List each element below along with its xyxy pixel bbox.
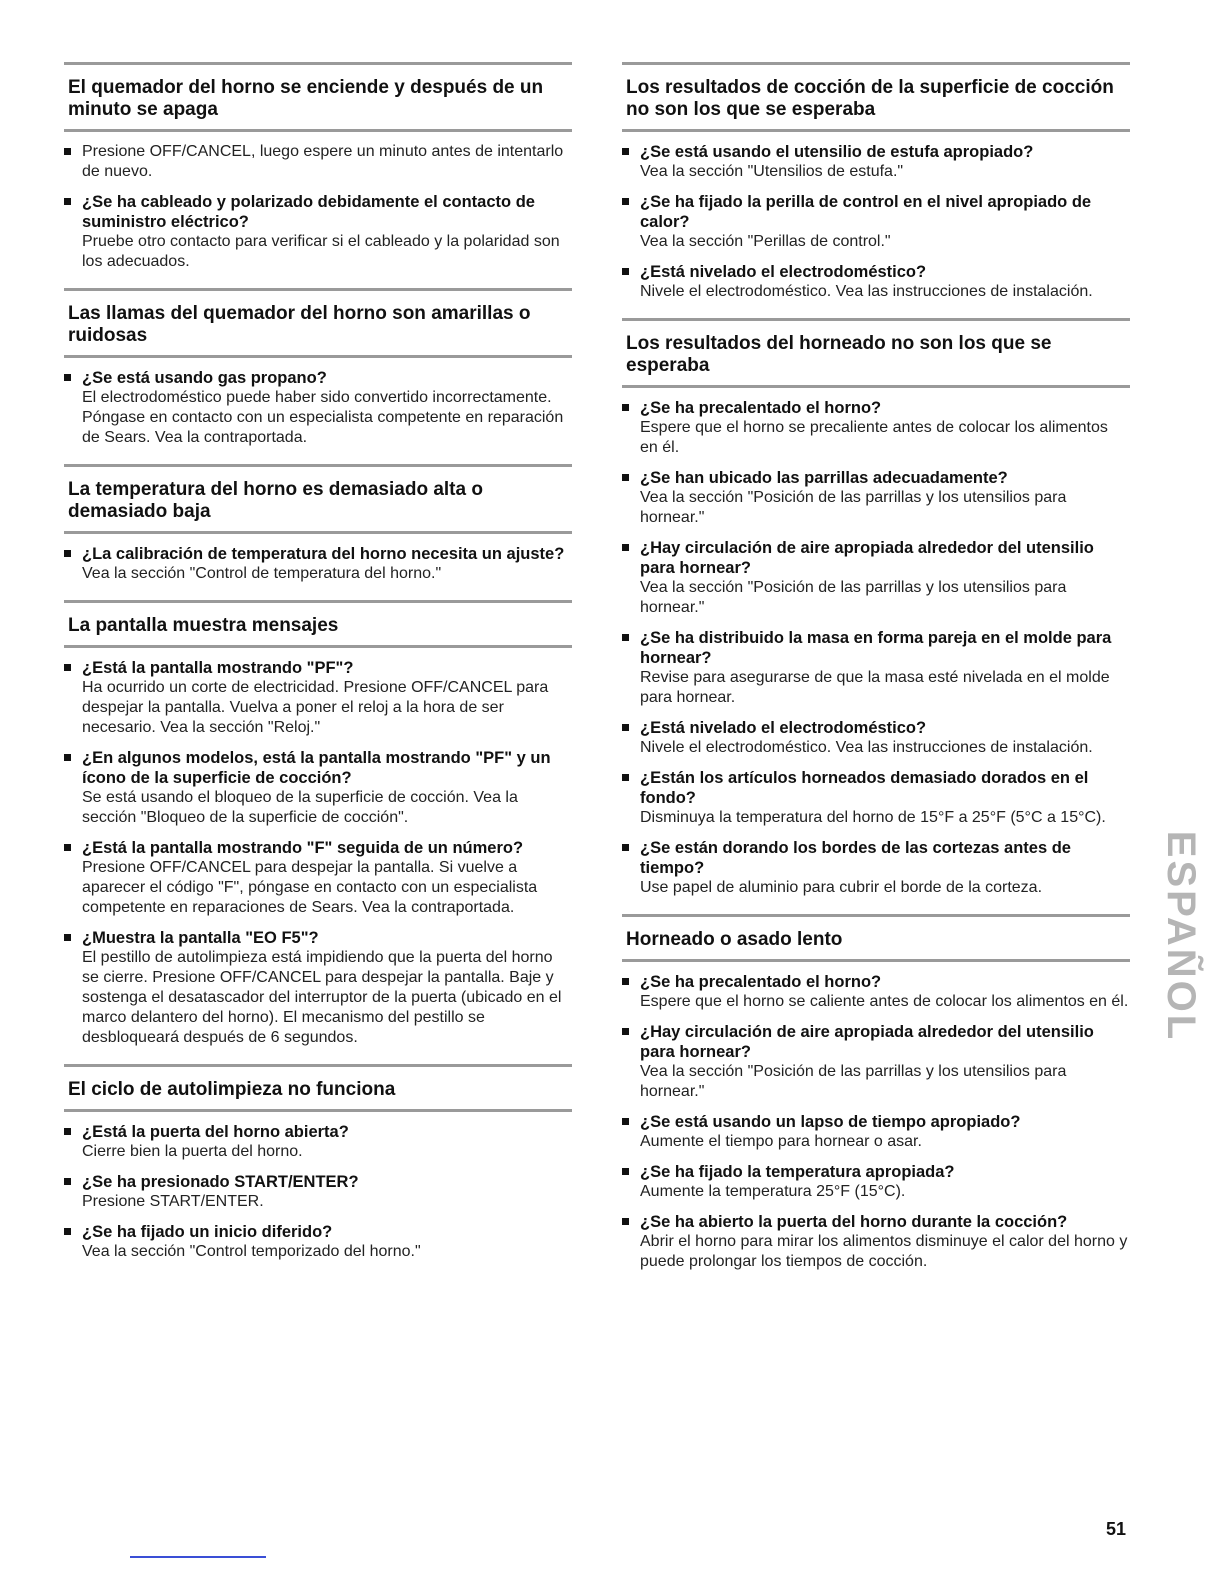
troubleshooting-section xyxy=(64,464,572,584)
section-title: La temperatura del horno es demasiado alta o demasiado baja xyxy=(68,479,483,522)
square-bullet-icon xyxy=(64,754,71,761)
troubleshooting-item xyxy=(64,928,572,1048)
question-text: ¿La calibración de temperatura del horno necesita un ajuste? xyxy=(82,545,565,563)
troubleshooting-item xyxy=(64,748,572,828)
troubleshooting-item xyxy=(622,838,1130,898)
section-title: El quemador del horno se enciende y después de un minuto se apaga xyxy=(68,77,544,120)
question-text: ¿Se ha fijado un inicio diferido? xyxy=(82,1223,333,1241)
question-text: ¿Se han ubicado las parrillas adecuadamente? xyxy=(640,469,1008,487)
square-bullet-icon xyxy=(622,634,629,641)
answer-text: Nivele el electrodoméstico. Vea las instrucciones de instalación. xyxy=(640,739,1093,756)
answer-text: Nivele el electrodoméstico. Vea las instrucciones de instalación. xyxy=(640,283,1093,300)
answer-text: Presione OFF/CANCEL para despejar la pantalla. Si vuelve a aparecer el código "F", póngase en contacto con un especialista competente en reparaciones de Sears. Vea la contraportada. xyxy=(82,859,538,916)
troubleshooting-item xyxy=(64,1172,572,1212)
section-header xyxy=(622,62,1130,132)
answer-text: Vea la sección "Control de temperatura del horno." xyxy=(82,565,442,582)
question-text: ¿Se está usando gas propano? xyxy=(82,369,327,387)
answer-text: Aumente el tiempo para hornear o asar. xyxy=(640,1133,922,1150)
answer-text: Disminuya la temperatura del horno de 15°F a 25°F (5°C a 15°C). xyxy=(640,809,1106,826)
question-text: ¿Se están dorando los bordes de las cortezas antes de tiempo? xyxy=(640,839,1071,877)
section-header xyxy=(64,1064,572,1112)
question-text: ¿Se ha precalentado el horno? xyxy=(640,973,882,991)
troubleshooting-section xyxy=(64,62,572,272)
square-bullet-icon xyxy=(622,268,629,275)
square-bullet-icon xyxy=(64,664,71,671)
question-text: ¿Se ha precalentado el horno? xyxy=(640,399,882,417)
square-bullet-icon xyxy=(622,544,629,551)
section-header xyxy=(64,600,572,648)
square-bullet-icon xyxy=(622,1168,629,1175)
answer-text: Se está usando el bloqueo de la superficie de cocción. Vea la sección "Bloqueo de la superficie de cocción". xyxy=(82,789,518,826)
answer-text: Abrir el horno para mirar los alimentos disminuye el calor del horno y puede prolongar los tiempos de cocción. xyxy=(640,1233,1128,1270)
troubleshooting-item xyxy=(622,1112,1130,1152)
answer-text: Use papel de aluminio para cubrir el borde de la corteza. xyxy=(640,879,1043,896)
square-bullet-icon xyxy=(64,1128,71,1135)
question-text: ¿Muestra la pantalla "EO F5"? xyxy=(82,929,319,947)
answer-text: Revise para asegurarse de que la masa esté nivelada en el molde para hornear. xyxy=(640,669,1110,706)
section-title: Los resultados de cocción de la superficie de cocción no son los que se esperaba xyxy=(626,77,1114,120)
troubleshooting-item xyxy=(64,544,572,584)
answer-text: El pestillo de autolimpieza está impidiendo que la puerta del horno se cierre. Presione OFF/CANCEL para despejar la pantalla. Baje y sostenga el desatascador del interruptor de la puerta (ubicado en el marco delantero del horno). El mecanismo del pestillo se desbloqueará después de 6 segundos. xyxy=(82,949,562,1046)
square-bullet-icon xyxy=(64,934,71,941)
section-header xyxy=(622,914,1130,962)
question-text: ¿Se ha cableado y polarizado debidamente el contacto de suministro eléctrico? xyxy=(82,193,535,231)
square-bullet-icon xyxy=(64,148,71,155)
question-text: ¿Se ha abierto la puerta del horno durante la cocción? xyxy=(640,1213,1068,1231)
troubleshooting-item xyxy=(622,262,1130,302)
question-text: ¿Está nivelado el electrodoméstico? xyxy=(640,719,927,737)
square-bullet-icon xyxy=(64,198,71,205)
question-text: ¿Se está usando un lapso de tiempo apropiado? xyxy=(640,1113,1021,1131)
answer-text: Ha ocurrido un corte de electricidad. Presione OFF/CANCEL para despejar la pantalla. Vuelva a poner el reloj a la hora de ser necesario. Vea la sección "Reloj." xyxy=(82,679,549,736)
section-header xyxy=(622,318,1130,388)
footer-rule xyxy=(130,1556,266,1558)
troubleshooting-item xyxy=(622,1212,1130,1272)
question-text: ¿Se ha presionado START/ENTER? xyxy=(82,1173,359,1191)
troubleshooting-section xyxy=(622,62,1130,302)
troubleshooting-item xyxy=(622,398,1130,458)
section-title: Las llamas del quemador del horno son amarillas o ruidosas xyxy=(68,303,531,346)
question-text: ¿Está la pantalla mostrando "F" seguida de un número? xyxy=(82,839,524,857)
section-title: Los resultados del horneado no son los que se esperaba xyxy=(626,333,1052,376)
troubleshooting-section xyxy=(622,318,1130,898)
question-text: ¿Hay circulación de aire apropiada alrededor del utensilio para hornear? xyxy=(640,539,1094,577)
section-title: El ciclo de autolimpieza no funciona xyxy=(68,1079,396,1100)
question-text: ¿Se está usando el utensilio de estufa apropiado? xyxy=(640,143,1034,161)
square-bullet-icon xyxy=(64,1178,71,1185)
troubleshooting-item xyxy=(64,838,572,918)
square-bullet-icon xyxy=(622,724,629,731)
troubleshooting-section xyxy=(64,600,572,1048)
answer-text: Cierre bien la puerta del horno. xyxy=(82,1143,303,1160)
answer-text: Presione OFF/CANCEL, luego espere un minuto antes de intentarlo de nuevo. xyxy=(82,143,564,180)
square-bullet-icon xyxy=(622,1118,629,1125)
square-bullet-icon xyxy=(622,774,629,781)
troubleshooting-item xyxy=(622,192,1130,252)
troubleshooting-item xyxy=(622,1022,1130,1102)
question-text: ¿Está nivelado el electrodoméstico? xyxy=(640,263,927,281)
answer-text: Presione START/ENTER. xyxy=(82,1193,264,1210)
troubleshooting-item xyxy=(622,142,1130,182)
troubleshooting-section xyxy=(64,1064,572,1262)
troubleshooting-item xyxy=(64,368,572,448)
square-bullet-icon xyxy=(622,1028,629,1035)
troubleshooting-item xyxy=(64,192,572,272)
answer-text: Espere que el horno se precaliente antes de colocar los alimentos en él. xyxy=(640,419,1108,456)
troubleshooting-item xyxy=(622,628,1130,708)
section-header xyxy=(64,62,572,132)
troubleshooting-item xyxy=(64,1122,572,1162)
question-text: ¿Se ha distribuido la masa en forma pareja en el molde para hornear? xyxy=(640,629,1112,667)
troubleshooting-item xyxy=(64,658,572,738)
square-bullet-icon xyxy=(622,474,629,481)
section-header xyxy=(64,464,572,534)
question-text: ¿Está la pantalla mostrando "PF"? xyxy=(82,659,354,677)
answer-text: Espere que el horno se caliente antes de colocar los alimentos en él. xyxy=(640,993,1129,1010)
section-title: La pantalla muestra mensajes xyxy=(68,615,339,636)
square-bullet-icon xyxy=(64,550,71,557)
square-bullet-icon xyxy=(622,1218,629,1225)
troubleshooting-section xyxy=(64,288,572,448)
answer-text: Vea la sección "Posición de las parrillas y los utensilios para hornear." xyxy=(640,1063,1067,1100)
answer-text: Vea la sección "Posición de las parrillas y los utensilios para hornear." xyxy=(640,489,1067,526)
troubleshooting-item xyxy=(622,1162,1130,1202)
square-bullet-icon xyxy=(622,978,629,985)
question-text: ¿Hay circulación de aire apropiada alrededor del utensilio para hornear? xyxy=(640,1023,1094,1061)
square-bullet-icon xyxy=(64,1228,71,1235)
question-text: ¿Está la puerta del horno abierta? xyxy=(82,1123,349,1141)
answer-text: Vea la sección "Control temporizado del horno." xyxy=(82,1243,421,1260)
question-text: ¿En algunos modelos, está la pantalla mostrando "PF" y un ícono de la superficie de cocción? xyxy=(82,749,551,787)
troubleshooting-item xyxy=(622,538,1130,618)
answer-text: Vea la sección "Utensilios de estufa." xyxy=(640,163,904,180)
question-text: ¿Están los artículos horneados demasiado dorados en el fondo? xyxy=(640,769,1089,807)
troubleshooting-item xyxy=(622,468,1130,528)
section-header xyxy=(64,288,572,358)
answer-text: Pruebe otro contacto para verificar si el cableado y la polaridad son los adecuados. xyxy=(82,233,560,270)
question-text: ¿Se ha fijado la perilla de control en el nivel apropiado de calor? xyxy=(640,193,1092,231)
page-number: 51 xyxy=(1106,1519,1127,1539)
square-bullet-icon xyxy=(622,198,629,205)
language-tab xyxy=(1156,816,1206,1056)
right-column xyxy=(622,62,1130,1288)
square-bullet-icon xyxy=(64,844,71,851)
answer-text: Aumente la temperatura 25°F (15°C). xyxy=(640,1183,906,1200)
square-bullet-icon xyxy=(64,374,71,381)
square-bullet-icon xyxy=(622,148,629,155)
square-bullet-icon xyxy=(622,404,629,411)
troubleshooting-item xyxy=(622,972,1130,1012)
section-title: Horneado o asado lento xyxy=(626,929,843,950)
left-column xyxy=(64,62,572,1278)
troubleshooting-item xyxy=(64,142,572,182)
troubleshooting-item xyxy=(622,768,1130,828)
troubleshooting-item xyxy=(64,1222,572,1262)
answer-text: Vea la sección "Posición de las parrillas y los utensilios para hornear." xyxy=(640,579,1067,616)
troubleshooting-item xyxy=(622,718,1130,758)
answer-text: El electrodoméstico puede haber sido convertido incorrectamente. Póngase en contacto con un especialista competente en reparación de Sears. Vea la contraportada. xyxy=(82,389,564,446)
troubleshooting-section xyxy=(622,914,1130,1272)
answer-text: Vea la sección "Perillas de control." xyxy=(640,233,891,250)
square-bullet-icon xyxy=(622,844,629,851)
question-text: ¿Se ha fijado la temperatura apropiada? xyxy=(640,1163,955,1181)
language-tab-label: ESPAÑOL xyxy=(1159,830,1204,1042)
